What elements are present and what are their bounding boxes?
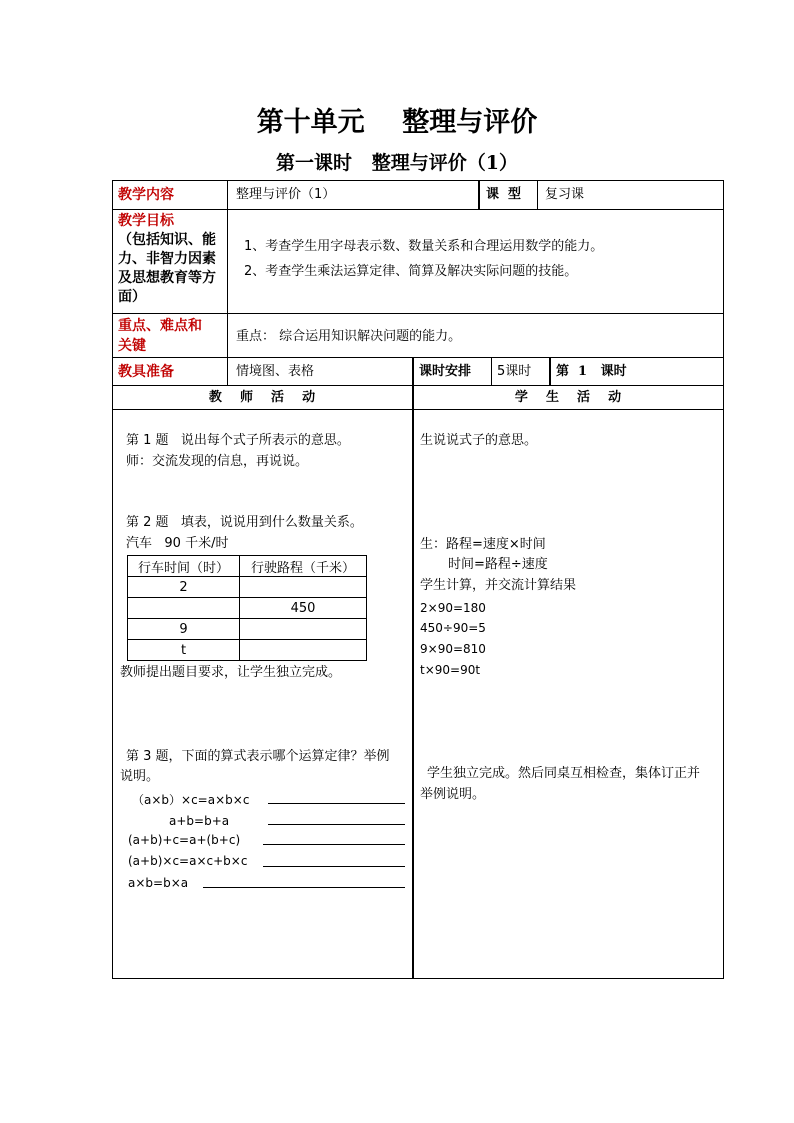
student-formula: 生：路程=速度×时间 xyxy=(420,537,546,552)
label-goals-note: 及思想教育等方 xyxy=(118,270,216,286)
student-s3-cont: 举例说明。 xyxy=(420,787,486,802)
label-goals: 教学目标 xyxy=(118,213,174,229)
answer-line xyxy=(263,844,405,845)
column-divider xyxy=(412,357,414,979)
table-header: 行车时间（时） xyxy=(128,556,240,577)
table-row xyxy=(128,598,367,619)
column-divider xyxy=(537,180,538,209)
row-divider xyxy=(112,385,724,386)
car-speed: 汽车 90 千米/时 xyxy=(126,536,229,551)
student-calc: t×90=90t xyxy=(420,663,481,677)
answer-line xyxy=(263,866,405,867)
table-cell: 450 xyxy=(240,598,367,619)
table-cell xyxy=(240,619,367,640)
table-cell: t xyxy=(128,640,240,661)
table-cell: 9 xyxy=(128,619,240,640)
row-divider xyxy=(112,357,724,358)
hours-value: 5课时 xyxy=(497,364,532,379)
student-s3: 学生独立完成。然后同桌互相检查，集体订正并 xyxy=(427,766,701,781)
law-expression: （a×b）×c=a×b×c xyxy=(132,793,250,807)
law-expression: (a+b)+c=a+(b+c) xyxy=(128,833,241,847)
label-schedule: 课时安排 xyxy=(419,364,472,379)
teacher-note: 教师提出题目要求，让学生独立完成。 xyxy=(120,665,342,680)
teacher-q3: 第 3 题，下面的算式表示哪个运算定律？举例 xyxy=(126,749,390,764)
answer-line xyxy=(268,824,405,825)
type-value: 复习课 xyxy=(545,187,585,202)
goal-item: 1、考查学生用字母表示数、数量关系和合理运用数学的能力。 xyxy=(244,239,604,254)
column-divider xyxy=(227,180,228,385)
column-divider xyxy=(478,180,480,209)
answer-line xyxy=(268,803,405,804)
table-cell xyxy=(128,598,240,619)
label-goals-note: （包括知识、能 xyxy=(118,232,216,248)
lesson-number: 第 1 课时 xyxy=(556,364,627,379)
student-calc-note: 学生计算，并交流计算结果 xyxy=(420,578,577,593)
label-goals-note: 面） xyxy=(118,289,146,305)
key-points-value: 重点： 综合运用知识解决问题的能力。 xyxy=(236,329,462,344)
column-divider xyxy=(491,357,492,385)
table-header-row xyxy=(128,556,367,577)
answer-line xyxy=(203,887,405,888)
table-row xyxy=(128,640,367,661)
law-expression: (a+b)×c=a×c+b×c xyxy=(128,854,248,868)
table-row xyxy=(128,619,367,640)
student-calc: 450÷90=5 xyxy=(420,621,486,635)
teacher-q3-cont: 说明。 xyxy=(120,769,160,784)
header-student-activities: 学 生 活 动 xyxy=(514,390,622,405)
label-key-points-2: 关键 xyxy=(118,338,146,354)
student-s1: 生说说式子的意思。 xyxy=(420,433,538,448)
student-formula: 时间=路程÷速度 xyxy=(448,557,548,572)
distance-table xyxy=(127,555,367,661)
content-value: 整理与评价（1） xyxy=(236,187,336,202)
table-header: 行驶路程（千米） xyxy=(240,556,367,577)
tools-value: 情境图、表格 xyxy=(236,364,315,379)
row-divider xyxy=(112,209,724,210)
unit-title: 第十单元 整理与评价 xyxy=(256,107,538,138)
teacher-q1-note: 师：交流发现的信息，再说说。 xyxy=(126,454,309,469)
student-calc: 9×90=810 xyxy=(420,642,486,656)
table-row xyxy=(128,577,367,598)
label-type: 课 型 xyxy=(486,187,522,202)
header-teacher-activities: 教 师 活 动 xyxy=(208,390,316,405)
label-goals-note: 力、非智力因素 xyxy=(118,251,216,267)
row-divider xyxy=(112,313,724,314)
goal-item: 2、考查学生乘法运算定律、简算及解决实际问题的技能。 xyxy=(244,264,578,279)
table-cell xyxy=(240,577,367,598)
student-calc: 2×90=180 xyxy=(420,601,486,615)
teacher-q1: 第 1 题 说出每个式子所表示的意思。 xyxy=(126,433,350,448)
law-expression: a×b=b×a xyxy=(128,876,189,890)
teacher-q2: 第 2 题 填表，说说用到什么数量关系。 xyxy=(126,515,363,530)
lesson-title: 第一课时 整理与评价（1） xyxy=(275,152,519,174)
row-divider xyxy=(112,409,724,410)
table-cell xyxy=(240,640,367,661)
label-tools: 教具准备 xyxy=(118,364,174,380)
law-expression: a+b=b+a xyxy=(169,814,230,828)
label-content: 教学内容 xyxy=(118,187,174,203)
table-cell: 2 xyxy=(128,577,240,598)
column-divider xyxy=(549,357,551,385)
label-key-points: 重点、难点和 xyxy=(118,318,202,334)
